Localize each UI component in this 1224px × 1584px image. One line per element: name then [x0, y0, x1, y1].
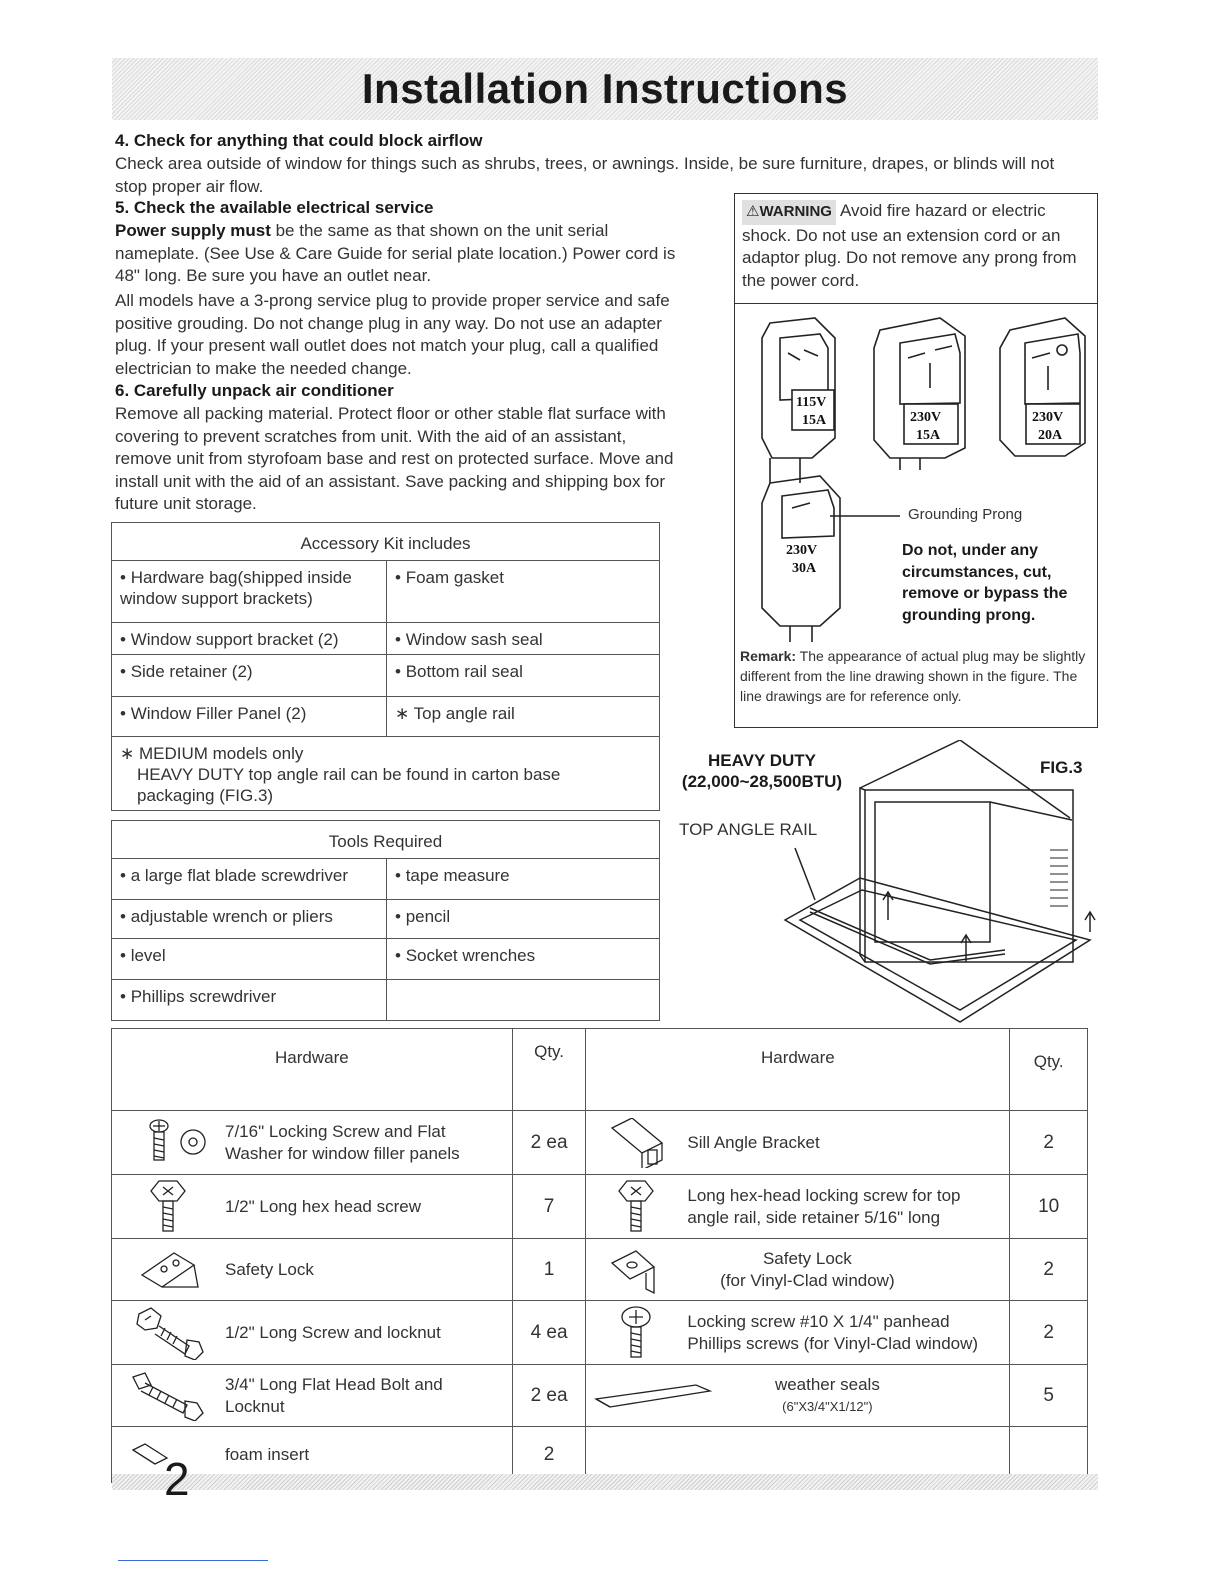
- hardware-desc: 1/2" Long hex head screw: [225, 1196, 421, 1216]
- kit-note: [112, 737, 660, 811]
- hardware-qty: 2: [512, 1427, 586, 1483]
- section-4-heading: 4. Check for anything that could block airflow: [115, 131, 483, 150]
- section-6-heading: 6. Carefully unpack air conditioner: [115, 381, 394, 400]
- top-angle-rail-label: TOP ANGLE RAIL: [679, 820, 818, 839]
- hardware-qty: 2 ea: [512, 1111, 586, 1175]
- hardware-qty: 1: [512, 1239, 586, 1301]
- hardware-desc: Safety Lock: [762, 1248, 852, 1268]
- section-5-text: be the same as that shown on the unit serial nameplate. (See Use & Care Guide for serial plate location.) Power cord is 48" long. Be sure you have an outlet near.: [115, 221, 676, 285]
- section-5-heading: 5. Check the available electrical service: [115, 198, 434, 217]
- hardware-qty: 2: [1010, 1239, 1088, 1301]
- kit-item-text: • Window Filler Panel (2): [120, 703, 378, 724]
- hardware-desc: Safety Lock: [225, 1259, 314, 1279]
- kit-item: [112, 697, 387, 737]
- tool-item-text: • level: [120, 945, 378, 966]
- kit-item-text: • Window support bracket (2): [120, 629, 378, 650]
- kit-item-text: • Hardware bag(shipped inside window support brackets): [120, 567, 378, 609]
- kit-item: [112, 623, 387, 655]
- hardware-desc: Locking screw #10 X 1/4" panhead Phillips screws (for Vinyl-Clad window): [687, 1311, 979, 1353]
- hardware-desc: Long hex-head locking screw for top angle rail, side retainer 5/16" long: [687, 1185, 961, 1227]
- tool-item-text: • a large flat blade screwdriver: [120, 865, 378, 886]
- kit-item-text: • Side retainer (2): [120, 661, 378, 682]
- section-5-body: [115, 220, 695, 288]
- hardware-qty: 4 ea: [512, 1301, 586, 1365]
- hardware-item: [112, 1301, 513, 1365]
- hardware-header-left: Hardware: [112, 1029, 513, 1111]
- tool-item: [112, 900, 387, 939]
- hardware-desc: 3/4" Long Flat Head Bolt and Locknut: [225, 1374, 443, 1416]
- kit-item: [387, 623, 660, 655]
- warning-text: [742, 200, 1094, 292]
- plug-4-volt: 230V: [786, 543, 818, 558]
- kit-note-line1: ∗ MEDIUM models only: [120, 743, 651, 764]
- warning-divider: [734, 303, 1098, 304]
- hardware-desc-block: [687, 1248, 927, 1292]
- hardware-item: [586, 1111, 1010, 1175]
- section-5-lead: Power supply must: [115, 221, 271, 240]
- hardware-item: [586, 1239, 1010, 1301]
- hardware-desc-block: [727, 1374, 927, 1418]
- hardware-desc-sub: (6"X3/4"X1/12"): [782, 1398, 873, 1414]
- tool-item: [387, 939, 660, 980]
- page-title: Installation Instructions: [361, 65, 849, 112]
- hardware-item: [112, 1175, 513, 1239]
- tools-table: [111, 820, 660, 1021]
- hardware-table: [111, 1028, 1088, 1483]
- plug-230v-30a-icon: [762, 476, 900, 642]
- section-4-body: Check area outside of window for things such as shrubs, trees, or awnings. Inside, be sure furniture, drapes, or blinds will not stop proper air flow.: [115, 154, 1055, 196]
- tool-item-text: • Socket wrenches: [395, 945, 651, 966]
- tool-item: [387, 859, 660, 900]
- warning-triangle-icon: ⚠: [746, 203, 760, 220]
- hardware-item: [586, 1175, 1010, 1239]
- tool-item-text: • adjustable wrench or pliers: [120, 906, 378, 927]
- footer-link-underline: [118, 1560, 268, 1561]
- kit-item: [387, 697, 660, 737]
- accessory-kit-title: Accessory Kit includes: [112, 523, 660, 561]
- plug-3-volt: 230V: [1032, 410, 1064, 425]
- hardware-desc-sub: (for Vinyl-Clad window): [720, 1270, 895, 1290]
- screw-locknut-icon: [129, 1306, 209, 1360]
- kit-item-text: • Window sash seal: [395, 629, 651, 650]
- hardware-item: [586, 1365, 1010, 1427]
- kit-note-line2: HEAVY DUTY top angle rail can be found in carton base packaging (FIG.3): [137, 765, 561, 805]
- plug-2-volt: 230V: [910, 410, 942, 425]
- kit-item: [387, 561, 660, 623]
- locking-screw-washer-icon: [129, 1118, 209, 1168]
- plug-1-amp: 15A: [802, 413, 827, 428]
- hardware-desc: 1/2" Long Screw and locknut: [225, 1322, 441, 1342]
- plug-1-volt: 115V: [796, 395, 827, 410]
- kit-item-text: • Bottom rail seal: [395, 661, 651, 682]
- grounding-warning: Do not, under any circumstances, cut, remove or bypass the grounding prong.: [902, 542, 1068, 624]
- hardware-qty: 7: [512, 1175, 586, 1239]
- grounding-prong-label: Grounding Prong: [908, 506, 1023, 523]
- warning-badge: [742, 200, 836, 225]
- hardware-qty: 5: [1010, 1365, 1088, 1427]
- plug-2-amp: 15A: [916, 428, 941, 443]
- hardware-item: [112, 1365, 513, 1427]
- tool-item: [112, 859, 387, 900]
- tool-item-text: • pencil: [395, 906, 651, 927]
- kit-item-text: ∗ Top angle rail: [395, 703, 651, 724]
- hardware-desc: Sill Angle Bracket: [687, 1132, 820, 1152]
- qty-header-left: Qty.: [512, 1029, 586, 1111]
- page-number: 2: [164, 1453, 190, 1505]
- hex-locking-screw-icon: [607, 1179, 667, 1235]
- hardware-desc: foam insert: [225, 1444, 310, 1464]
- plug-4-amp: 30A: [792, 561, 817, 576]
- tools-title: Tools Required: [112, 821, 660, 859]
- title-banner: [112, 58, 1098, 120]
- safety-lock-icon: [134, 1245, 204, 1295]
- plug-3-amp: 20A: [1038, 428, 1063, 443]
- hardware-header-right: Hardware: [586, 1029, 1010, 1111]
- carton-flap: [860, 740, 1070, 818]
- hardware-desc: weather seals: [774, 1374, 880, 1394]
- flat-head-bolt-icon: [127, 1371, 211, 1421]
- tool-item-empty: [387, 980, 660, 1021]
- tool-item: [112, 939, 387, 980]
- tool-item: [112, 980, 387, 1021]
- tool-item-text: • tape measure: [395, 865, 651, 886]
- fig-label: FIG.3: [1040, 758, 1083, 777]
- plug-230v-15a-icon: [874, 318, 965, 470]
- hex-head-screw-icon: [139, 1179, 199, 1235]
- remark: [740, 646, 1096, 706]
- heavy-duty-btu: (22,000~28,500BTU): [681, 772, 843, 791]
- hardware-qty: 2: [1010, 1301, 1088, 1365]
- qty-header-right: Qty.: [1010, 1029, 1088, 1111]
- hardware-qty: 10: [1010, 1175, 1088, 1239]
- weather-seal-icon: [592, 1381, 722, 1411]
- kit-item: [112, 655, 387, 697]
- hardware-desc: 7/16" Locking Screw and Flat Washer for window filler panels: [225, 1121, 460, 1163]
- panhead-screw-icon: [607, 1305, 667, 1361]
- accessory-kit-table: [111, 522, 660, 811]
- hardware-item: [112, 1239, 513, 1301]
- warning-badge-label: WARNING: [759, 203, 832, 220]
- tool-item: [387, 900, 660, 939]
- hardware-qty: 2 ea: [512, 1365, 586, 1427]
- warning-message: Avoid fire hazard or electric shock. Do not use an extension cord or an adaptor plug. Do not remove any prong from the power cord.: [742, 201, 1077, 290]
- remark-label: Remark:: [740, 648, 797, 664]
- hardware-item: [112, 1111, 513, 1175]
- section-6-body: Remove all packing material. Protect floor or other stable flat surface with covering to prevent scratches from unit. With the aid of an assistant, remove unit from styrofoam base and rest on protected surface. Move and install unit with the aid of an assistant. Save packing and shipping box for future unit storage.: [115, 404, 674, 513]
- section-5-body2: All models have a 3-prong service plug to provide proper service and safe positive grouding. Do not change plug in any way. Do not use an adapter plug. If your present wall outlet does not match your plug, call a qualified electrician to make the needed change.: [115, 291, 670, 378]
- page-footer-bar: [112, 1474, 1098, 1490]
- remark-text: The appearance of actual plug may be slightly different from the line drawing shown in the figure. The line drawings are for reference only.: [740, 648, 1086, 704]
- hardware-qty: 2: [1010, 1111, 1088, 1175]
- tool-item-text: • Phillips screwdriver: [120, 986, 378, 1007]
- kit-item-text: • Foam gasket: [395, 567, 651, 588]
- vinyl-safety-lock-icon: [602, 1245, 672, 1295]
- hardware-item: [586, 1301, 1010, 1365]
- kit-item: [112, 561, 387, 623]
- heavy-duty-title: HEAVY DUTY: [707, 751, 816, 770]
- sill-angle-bracket-icon: [602, 1118, 672, 1168]
- air-conditioner-figure: [780, 740, 1098, 1026]
- kit-item: [387, 655, 660, 697]
